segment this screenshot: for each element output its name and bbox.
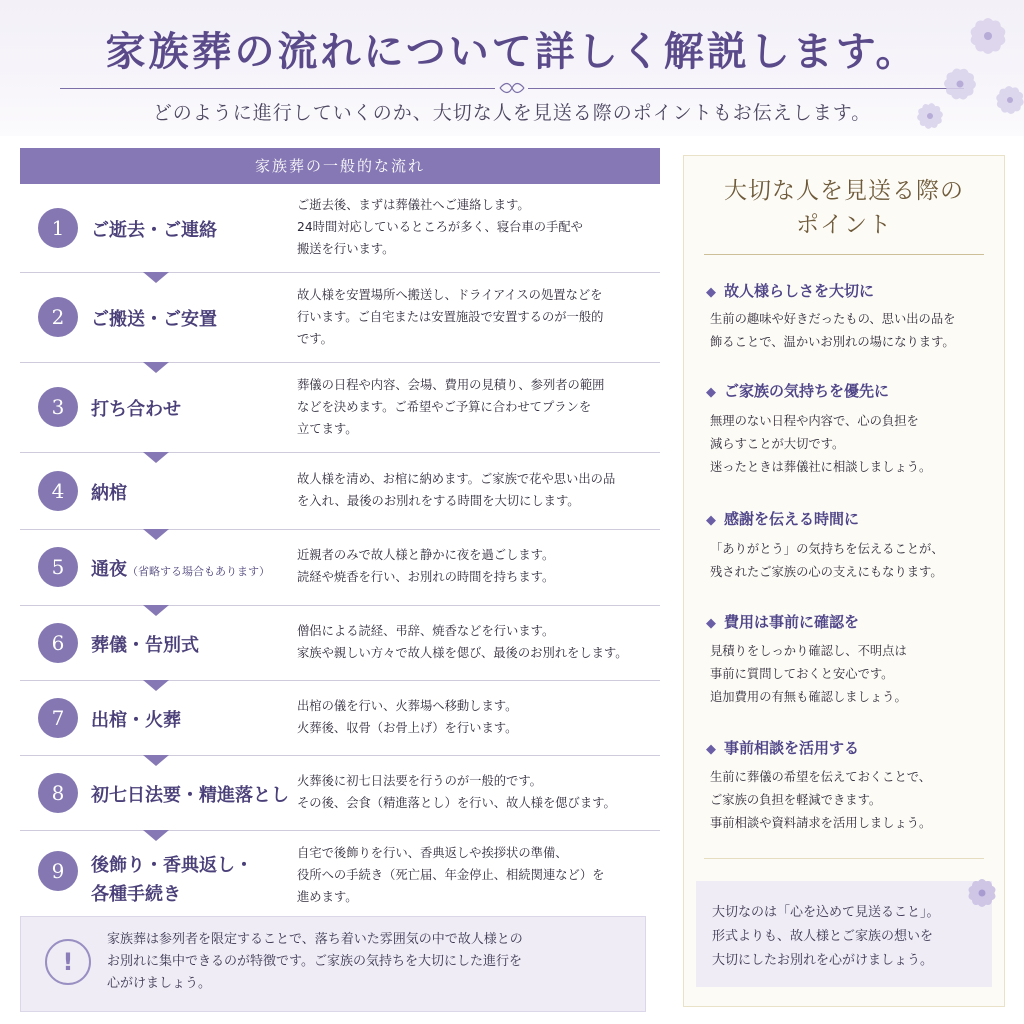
step-description: 近親者のみで故人様と静かに夜を過ごします。 読経や焼香を行い、お別れの時間を持ちます。 (297, 548, 555, 584)
step-number: 6 (38, 623, 78, 663)
down-arrow-icon (143, 529, 169, 540)
exclamation-icon: ! (45, 939, 91, 985)
step-name (91, 851, 253, 909)
step-1 (20, 184, 660, 273)
flow-header: 家族葬の一般的な流れ (20, 148, 660, 184)
point-heading (706, 737, 859, 758)
step-name-note: （省略する場合もあります） (127, 565, 270, 578)
point-body: 生前の趣味や好きだったもの、思い出の品を 飾ることで、温かいお別れの場になります。 (710, 312, 956, 349)
down-arrow-icon (143, 605, 169, 616)
step-description: 葬儀の日程や内容、会場、費用の見積り、参列者の範囲 などを決めます。ご希望やご予算に合わせてプランを 立てます。 (297, 378, 605, 436)
down-arrow-icon (143, 830, 169, 841)
step-name: 納棺 (91, 483, 127, 504)
step-number: 5 (38, 547, 78, 587)
step-number: 1 (38, 208, 78, 248)
step-6 (20, 606, 660, 681)
step-name: 出棺・火葬 (91, 710, 181, 731)
page-subtitle: どのように進行していくのか、大切な人を見送る際のポイントもお伝えします。 (152, 102, 872, 124)
header (0, 0, 1024, 136)
step-7 (20, 681, 660, 756)
flower-decoration-icon (900, 0, 1024, 136)
point-heading-text: 感謝を伝える時間に (724, 510, 860, 528)
point-body: 生前に葬儀の希望を伝えておくことで、 ご家族の負担を軽減できます。 事前相談や資料請求を活用しましょう。 (710, 770, 932, 830)
down-arrow-icon (143, 362, 169, 373)
points-title: 大切な人を見送る際の ポイント (724, 178, 964, 238)
step-description: 僧侶による読経、弔辞、焼香などを行います。 家族や親しい方々で故人様を偲び、最後のお別れをします。 (297, 624, 628, 660)
flow-note (20, 916, 646, 1012)
step-8 (20, 756, 660, 831)
closing-message (696, 881, 992, 987)
diamond-icon: ◆ (706, 513, 716, 528)
point-heading (706, 508, 859, 529)
diamond-icon: ◆ (706, 742, 716, 757)
step-5 (20, 530, 660, 606)
step-number: 4 (38, 471, 78, 511)
step-description: 故人様を清め、お棺に納めます。ご家族で花や思い出の品 を入れ、最後のお別れをする時間を大切にします。 (297, 472, 616, 508)
step-number: 8 (38, 773, 78, 813)
step-name (91, 555, 270, 581)
point-heading-text: ご家族の気持ちを優先に (724, 382, 890, 400)
point-heading-text: 事前相談を活用する (724, 739, 860, 757)
down-arrow-icon (143, 755, 169, 766)
page-title: 家族葬の流れについて詳しく解説します。 (105, 28, 919, 75)
step-name-line1: 後飾り・香典返し・ (91, 855, 253, 876)
ornament-icon (497, 80, 527, 96)
down-arrow-icon (143, 272, 169, 283)
title-rule-left (60, 88, 495, 89)
points-divider (704, 254, 984, 255)
down-arrow-icon (143, 452, 169, 463)
step-name: ご逝去・ご連絡 (91, 220, 217, 241)
step-number: 7 (38, 698, 78, 738)
step-name: ご搬送・ご安置 (91, 309, 217, 330)
diamond-icon: ◆ (706, 616, 716, 631)
point-body: 見積りをしっかり確認し、不明点は 事前に質問しておくと安心です。 追加費用の有無も確認しましょう。 (710, 644, 907, 704)
closing-message-text: 大切なのは「心を込めて見送ること」。 形式よりも、故人様とご家族の想いを 大切にしたお別れを心がけましょう。 (712, 905, 940, 968)
step-9 (20, 831, 660, 921)
point-heading (706, 611, 859, 632)
point-body: 無理のない日程や内容で、心の負担を 減らすことが大切です。 迷ったときは葬儀社に相談しましょう。 (710, 414, 932, 474)
step-number: 2 (38, 297, 78, 337)
step-name: 打ち合わせ (91, 399, 181, 420)
flow-note-text: 家族葬は参列者を限定することで、落ち着いた雰囲気の中で故人様との お別れに集中できるのが特徴です。ご家族の気持ちを大切にした進行を 心がけましょう。 (107, 932, 523, 991)
point-body: 「ありがとう」の気持ちを伝えることが、 残されたご家族の心の支えにもなります。 (710, 542, 944, 579)
point-heading-text: 費用は事前に確認を (724, 613, 860, 631)
step-3 (20, 363, 660, 453)
step-description: ご逝去後、まずは葬儀社へご連絡します。 24時間対応しているところが多く、寝台車の手配や 搬送を行います。 (297, 198, 583, 256)
diamond-icon: ◆ (706, 285, 716, 300)
step-name-line2: 各種手続き (91, 884, 181, 905)
step-name: 葬儀・告別式 (91, 635, 199, 656)
point-heading (706, 280, 874, 301)
step-2 (20, 273, 660, 363)
step-name-text: 通夜 (91, 559, 127, 580)
flow-section (20, 148, 660, 921)
flower-decoration-icon (952, 865, 1012, 923)
step-number: 3 (38, 387, 78, 427)
title-rule-right (528, 88, 964, 89)
step-description: 故人様を安置場所へ搬送し、ドライアイスの処置などを 行います。ご自宅または安置施設で安置するのが一般的 です。 (297, 288, 604, 346)
point-heading-text: 故人様らしさを大切に (724, 282, 875, 300)
down-arrow-icon (143, 680, 169, 691)
point-heading (706, 380, 889, 401)
step-4 (20, 453, 660, 530)
step-name: 初七日法要・精進落とし (91, 785, 289, 806)
step-description: 出棺の儀を行い、火葬場へ移動します。 火葬後、収骨（お骨上げ）を行います。 (297, 699, 518, 735)
step-number: 9 (38, 851, 78, 891)
diamond-icon: ◆ (706, 385, 716, 400)
step-description: 火葬後に初七日法要を行うのが一般的です。 その後、会食（精進落とし）を行い、故人様を偲びます。 (297, 774, 616, 810)
step-description: 自宅で後飾りを行い、香典返しや挨拶状の準備、 役所への手続き（死亡届、年金停止、相続関連など）を 進めます。 (297, 846, 605, 904)
points-panel (683, 155, 1005, 1007)
points-divider-bottom (704, 858, 984, 859)
